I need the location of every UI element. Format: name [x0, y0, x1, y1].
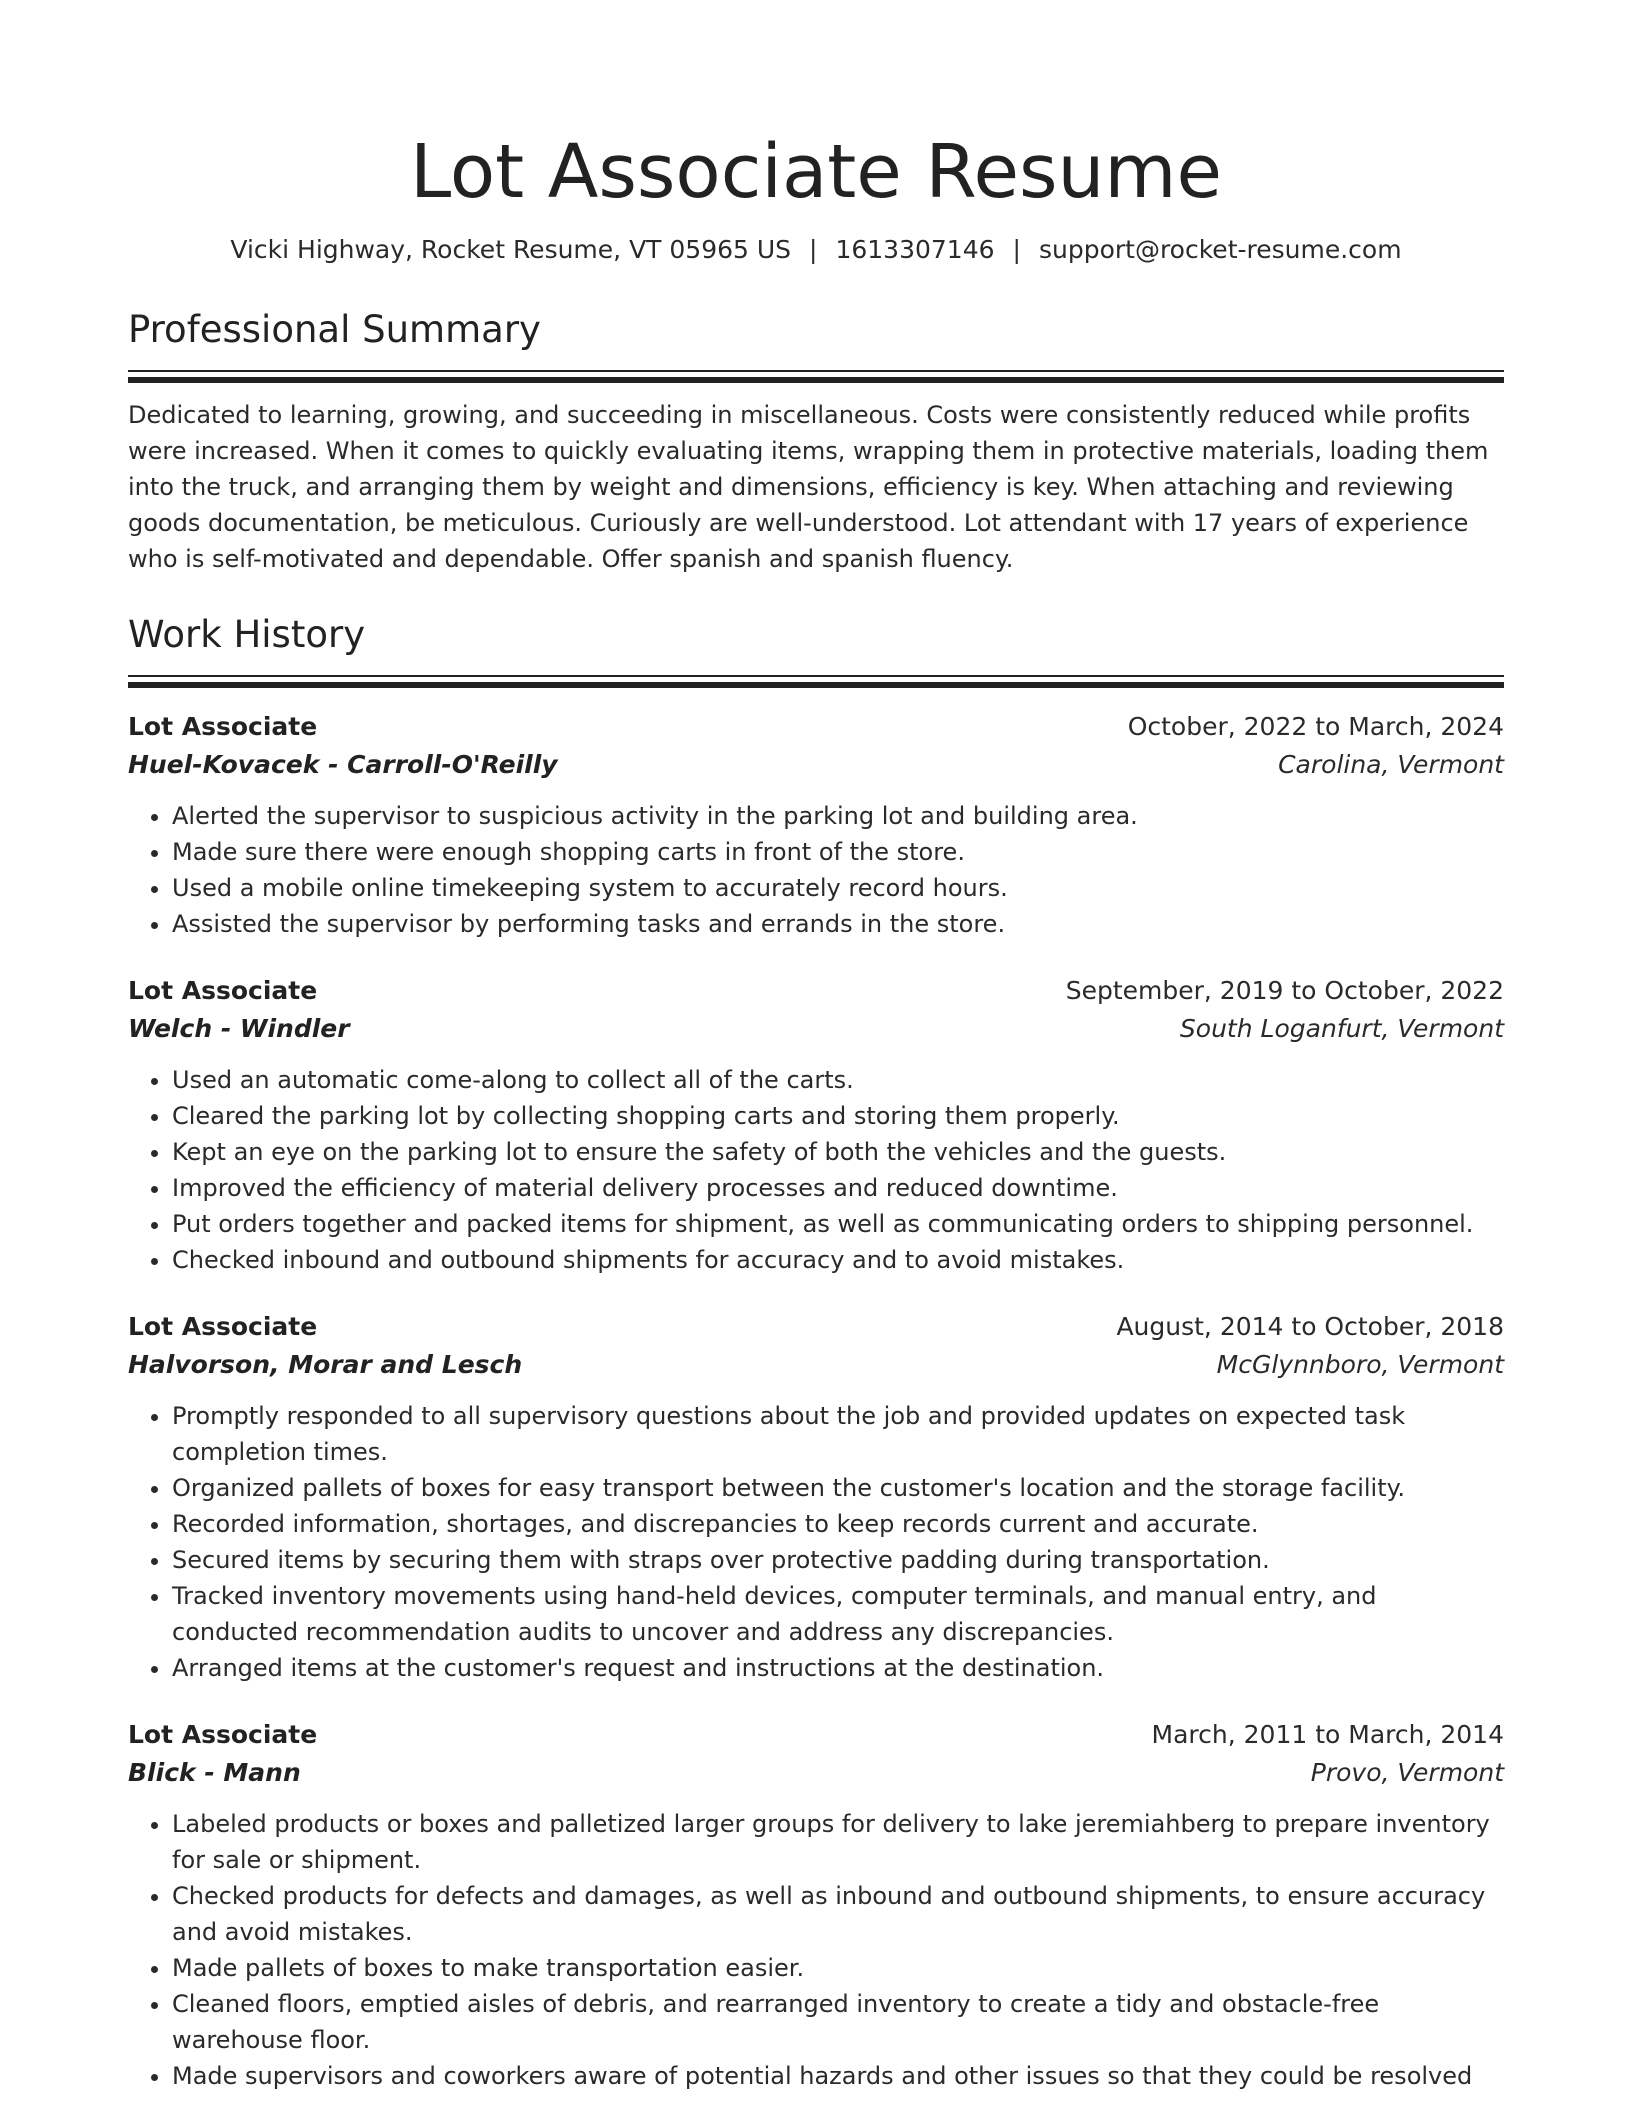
- job-location: McGlynnboro, Vermont: [1216, 1350, 1504, 1379]
- job-employer: Halvorson, Morar and Lesch: [128, 1350, 523, 1379]
- job-bullet: • Made pallets of boxes to make transportation easier.: [172, 1950, 1504, 1986]
- job-header-row: [128, 1716, 1504, 1754]
- job-bullet: • Put orders together and packed items for shipment, as well as communicating orders to shipping personnel.: [172, 1206, 1504, 1242]
- job-bullet: • Kept an eye on the parking lot to ensure the safety of both the vehicles and the guests.: [172, 1134, 1504, 1170]
- contact-line: [128, 234, 1504, 266]
- job-location: South Loganfurt, Vermont: [1179, 1014, 1504, 1043]
- job-bullet: • Alerted the supervisor to suspicious activity in the parking lot and building area.: [172, 798, 1504, 834]
- section-divider: [128, 675, 1504, 688]
- job-entry: [128, 708, 1504, 942]
- job-bullet: • Made supervisors and coworkers aware of potential hazards and other issues so that they could be resolved: [172, 2058, 1504, 2094]
- job-bullet: • Promptly responded to all supervisory questions about the job and provided updates on expected task completion times.: [172, 1398, 1504, 1470]
- job-dates: March, 2011 to March, 2014: [1151, 1720, 1504, 1749]
- job-bullets: [128, 1806, 1504, 2094]
- contact-phone: 1613307146: [835, 235, 995, 264]
- job-entry: [128, 1716, 1504, 2094]
- job-header-row: [128, 972, 1504, 1010]
- contact-email[interactable]: support@rocket-resume.com: [1038, 235, 1402, 264]
- job-entry: [128, 972, 1504, 1278]
- job-bullet: • Recorded information, shortages, and discrepancies to keep records current and accurate.: [172, 1506, 1504, 1542]
- job-bullet: • Labeled products or boxes and palletized larger groups for delivery to lake jeremiahberg to prepare inventory for sale or shipment.: [172, 1806, 1504, 1878]
- work-history-heading: Work History: [128, 613, 366, 656]
- job-list: [128, 708, 1504, 2094]
- job-employer-row: [128, 1754, 1504, 1792]
- job-bullet: • Cleaned floors, emptied aisles of debris, and rearranged inventory to create a tidy and obstacle-free warehouse floor.: [172, 1986, 1504, 2058]
- summary-text: Dedicated to learning, growing, and succeeding in miscellaneous. Costs were consistently reduced while profits were increased. When it comes to quickly evaluating items, wrapping them in protective materials, loading them into the truck, and arranging them by weight and dimensions, efficiency is key. When attaching and reviewing goods documentation, be meticulous. Curiously are well-understood. Lot attendant with 17 years of experience who is self-motivated and dependable. Offer spanish and spanish fluency.: [128, 401, 1489, 573]
- job-header-row: [128, 1308, 1504, 1346]
- job-employer: Blick - Mann: [128, 1758, 301, 1787]
- job-bullet: • Made sure there were enough shopping carts in front of the store.: [172, 834, 1504, 870]
- divider-thin-line: [128, 370, 1504, 372]
- job-dates: October, 2022 to March, 2024: [1127, 712, 1504, 741]
- job-employer-row: [128, 1346, 1504, 1384]
- job-title: Lot Associate: [128, 976, 318, 1005]
- summary-heading: Professional Summary: [128, 308, 541, 351]
- job-header-row: [128, 708, 1504, 746]
- job-dates: August, 2014 to October, 2018: [1116, 1312, 1504, 1341]
- job-bullet: • Secured items by securing them with straps over protective padding during transportation.: [172, 1542, 1504, 1578]
- job-employer-row: [128, 1010, 1504, 1048]
- job-location: Carolina, Vermont: [1278, 750, 1504, 779]
- job-bullet: • Arranged items at the customer's request and instructions at the destination.: [172, 1650, 1504, 1686]
- resume-title: Lot Associate Resume: [409, 129, 1223, 215]
- section-divider: [128, 370, 1504, 383]
- job-bullet: • Assisted the supervisor by performing tasks and errands in the store.: [172, 906, 1504, 942]
- job-bullet: • Improved the efficiency of material delivery processes and reduced downtime.: [172, 1170, 1504, 1206]
- job-bullet: • Cleared the parking lot by collecting shopping carts and storing them properly.: [172, 1098, 1504, 1134]
- contact-separator: |: [809, 235, 818, 264]
- job-entry: [128, 1308, 1504, 1686]
- job-bullets: [128, 1398, 1504, 1686]
- contact-address: Vicki Highway, Rocket Resume, VT 05965 US: [230, 235, 792, 264]
- divider-thick-line: [128, 377, 1504, 383]
- job-bullets: [128, 798, 1504, 942]
- job-employer-row: [128, 746, 1504, 784]
- job-bullet: • Used a mobile online timekeeping system to accurately record hours.: [172, 870, 1504, 906]
- job-bullet: • Tracked inventory movements using hand-held devices, computer terminals, and manual entry, and conducted recommendation audits to uncover and address any discrepancies.: [172, 1578, 1504, 1650]
- job-title: Lot Associate: [128, 1312, 318, 1341]
- job-bullets: [128, 1062, 1504, 1278]
- job-employer: Welch - Windler: [128, 1014, 350, 1043]
- job-dates: September, 2019 to October, 2022: [1065, 976, 1504, 1005]
- job-title: Lot Associate: [128, 1720, 318, 1749]
- job-location: Provo, Vermont: [1310, 1758, 1504, 1787]
- divider-thick-line: [128, 682, 1504, 688]
- contact-separator: |: [1012, 235, 1021, 264]
- job-bullet: • Used an automatic come-along to collect all of the carts.: [172, 1062, 1504, 1098]
- divider-thin-line: [128, 675, 1504, 677]
- job-employer: Huel-Kovacek - Carroll-O'Reilly: [128, 750, 558, 779]
- job-bullet: • Checked products for defects and damages, as well as inbound and outbound shipments, to ensure accuracy and avoid mistakes.: [172, 1878, 1504, 1950]
- job-title: Lot Associate: [128, 712, 318, 741]
- resume-page: [128, 0, 1504, 2094]
- job-bullet: • Organized pallets of boxes for easy transport between the customer's location and the storage facility.: [172, 1470, 1504, 1506]
- job-bullet: • Checked inbound and outbound shipments for accuracy and to avoid mistakes.: [172, 1242, 1504, 1278]
